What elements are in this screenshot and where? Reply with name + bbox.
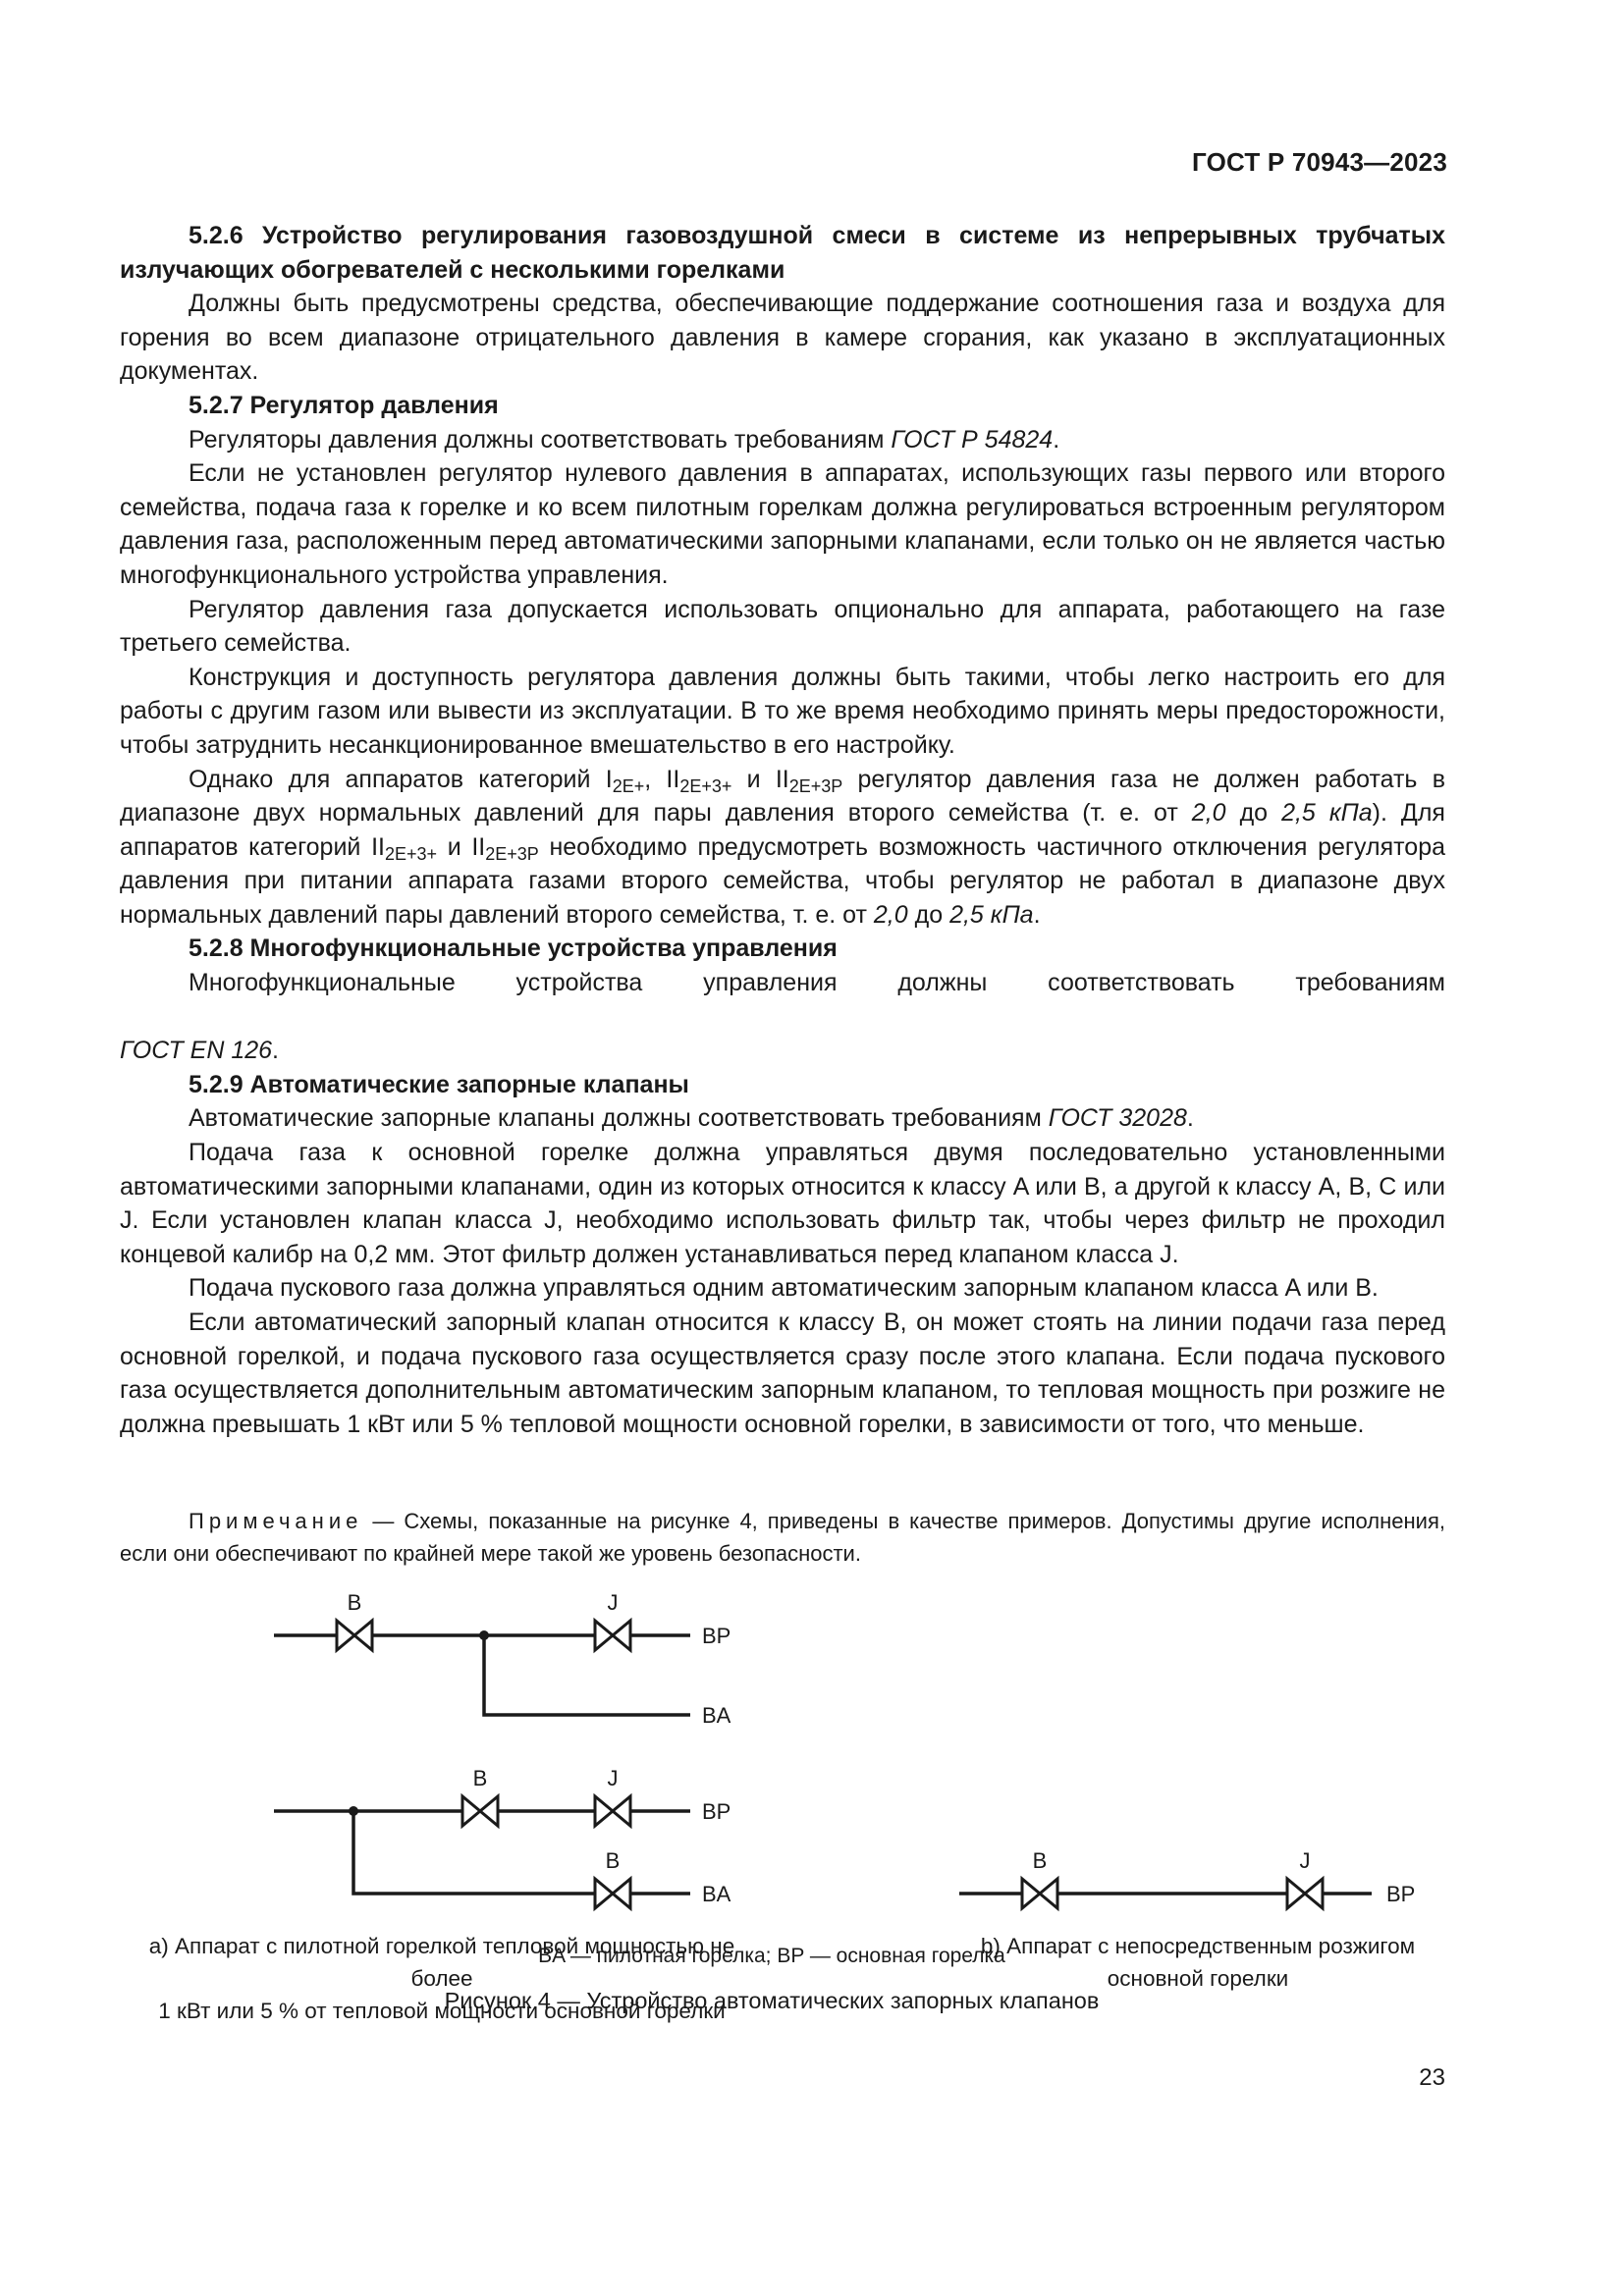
valve-b-icon	[1022, 1879, 1057, 1908]
paragraph: Должны быть предусмотрены средства, обеспечивающие поддержание соотношения газа и воздуха для горения во всем диапазоне отрицательного давления в камере сгорания, как указано в эксплуатационных документах.	[120, 290, 1445, 386]
valve-label-j: J	[1299, 1848, 1311, 1873]
note-label: Примечание	[189, 1509, 363, 1533]
outlet-label-bp: BP	[1386, 1882, 1416, 1906]
valve-label-b: B	[472, 1766, 488, 1790]
paragraph: Подача пускового газа должна управляться одним автоматическим запорным клапаном класса A или B.	[189, 1274, 1379, 1303]
paragraph: Регуляторы давления должны соответствовать требованиям ГОСТ Р 54824.	[189, 425, 1060, 454]
valve-label-b: B	[605, 1848, 621, 1873]
section-5-2-9-title: 5.2.9 Автоматические запорные клапаны	[189, 1070, 689, 1098]
valve-b-icon	[337, 1621, 372, 1650]
standard-reference: ГОСТ Р 54824	[891, 425, 1054, 454]
junction-dot	[479, 1630, 489, 1640]
caption-b: b) Аппарат с непосредственным розжигом основной горелки	[980, 1934, 1416, 1991]
paragraph: Если автоматический запорный клапан относится к классу B, он может стоять на линии подачи газа перед основной горелкой, и подача пускового газа осуществляется сразу после этого клапана. Если подача пускового газа осуществляется дополнительным автоматическим запорным клапаном, то тепловая мощность при розжиге не должна превышать 1 кВт или 5 % тепловой мощности основной горелки, в зависимости от того, что меньше.	[120, 1308, 1445, 1438]
outlet-label-bp: BP	[702, 1799, 731, 1824]
valve-b-icon	[595, 1879, 630, 1908]
section-5-2-7-title: 5.2.7 Регулятор давления	[189, 391, 499, 419]
paragraph: Автоматические запорные клапаны должны соответствовать требованиям ГОСТ 32028.	[189, 1104, 1194, 1133]
section-5-2-8-title: 5.2.8 Многофункциональные устройства управления	[189, 934, 838, 963]
junction-dot	[349, 1806, 358, 1816]
paragraph: Если не установлен регулятор нулевого давления в аппаратах, использующих газы первого или второго семейства, подача газа к горелке и ко всем пилотным горелкам должна регулироваться встроенным регулятором давления газа, расположенным перед автоматическими запорными клапанами, если только он не является частью многофункционального устройства управления.	[120, 459, 1445, 589]
paragraph-continuation: ГОСТ EN 126.	[120, 1037, 279, 1065]
section-5-2-6-title: 5.2.6 Устройство регулирования газовоздушной смеси в системе из непрерывных трубчатых излучающих обогревателей с несколькими горелками	[120, 222, 1445, 284]
valve-label-b: B	[1032, 1848, 1048, 1873]
valve-b-icon	[462, 1796, 498, 1826]
outlet-label-ba: BA	[702, 1703, 731, 1728]
standard-reference: ГОСТ 32028	[1048, 1104, 1187, 1133]
page-number: 23	[1419, 2064, 1445, 2091]
figure-title: Рисунок 4 — Устройство автоматических запорных клапанов	[444, 1988, 1100, 2013]
valve-j-icon	[1287, 1879, 1323, 1908]
document-header-id: ГОСТ Р 70943—2023	[1192, 147, 1447, 177]
valve-j-icon	[595, 1796, 630, 1826]
valve-label-b: B	[347, 1590, 362, 1615]
caption-a: a) Аппарат с пилотной горелкой тепловой мощностью не более 1 кВт или 5 % от тепловой мощности основной горелки	[148, 1934, 735, 2023]
outlet-label-bp: BP	[702, 1624, 731, 1648]
valve-label-j: J	[607, 1590, 619, 1615]
paragraph: Регулятор давления газа допускается использовать опционально для аппарата, работающего на газе третьего семейства.	[120, 595, 1445, 658]
note-text: — Схемы, показанные на рисунке 4, приведены в качестве примеров. Допустимы другие исполнения, если они обеспечивают по крайней мере такой же уровень безопасности.	[120, 1509, 1445, 1566]
outlet-label-ba: BA	[702, 1882, 731, 1906]
standard-reference: ГОСТ EN 126	[120, 1037, 273, 1065]
paragraph: Подача газа к основной горелке должна управляться двумя последовательно установленными автоматическими запорными клапанами, один из которых относится к классу A или B, а другой к классу A, B, C или J. Если установлен клапан класса J, необходимо использовать фильтр так, чтобы через фильтр не проходил концевой калибр на 0,2 мм. Этот фильтр должен устанавливаться перед клапаном класса J.	[120, 1139, 1445, 1268]
paragraph: Конструкция и доступность регулятора давления должны быть такими, чтобы легко настроить его для работы с другим газом или вывести из эксплуатации. В то же время необходимо принять меры предосторожности, чтобы затруднить несанкционированное вмешательство в его настройку.	[120, 663, 1445, 759]
paragraph: Многофункциональные устройства управления должны соответствовать требованиям	[189, 969, 1445, 997]
valve-j-icon	[595, 1621, 630, 1650]
valve-label-j: J	[607, 1766, 619, 1790]
figure-legend: BA — пилотная горелка; BP — основная горелка	[538, 1945, 1005, 1967]
paragraph: Однако для аппаратов категорий $I_{2E+}$, $II_{2E+3+}$ и $II_{2E+3P}$ регулятор давления газа не должен работать в диапазоне двух нормальных давлений для пары давления второго семейства (т. е. от 2,0 до 2,5 кПа). Для аппаратов категорий $II_{2E+3+}$ и $II_{2E+3P}$ необходимо предусмотреть возможность частичного отключения регулятора давления при питании аппарата газами второго семейства, чтобы регулятор не работал в диапазоне двух нормальных давлений пары давлений второго семейства, т. е. от 2,0 до 2,5 кПа.	[120, 765, 1446, 929]
